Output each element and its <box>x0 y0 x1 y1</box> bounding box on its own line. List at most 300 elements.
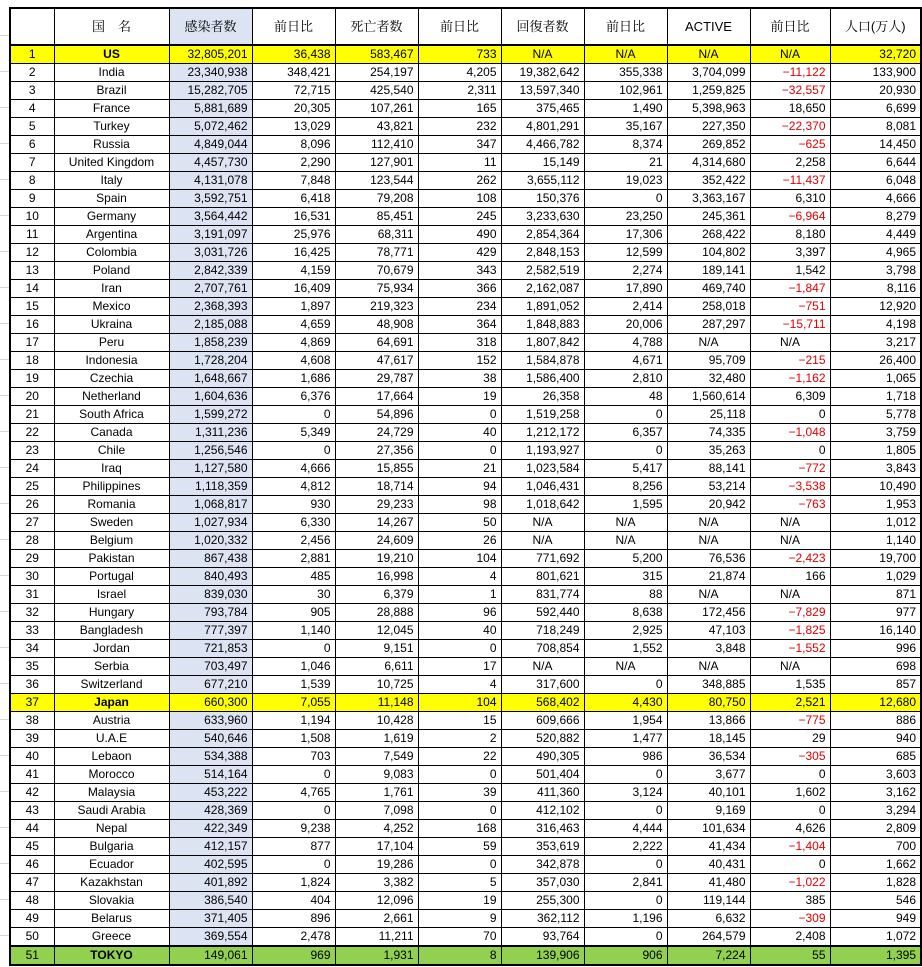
active-cell[interactable]: 40,101 <box>667 784 750 802</box>
infected-diff-cell[interactable]: 4,869 <box>252 334 335 352</box>
deaths-cell[interactable]: 9,151 <box>335 640 418 658</box>
recovered-diff-cell[interactable]: 2,810 <box>584 370 667 388</box>
active-diff-cell[interactable]: 0 <box>750 766 830 784</box>
deaths-diff-cell[interactable]: 232 <box>418 118 501 136</box>
infected-cell[interactable]: 15,282,705 <box>169 82 252 100</box>
population-cell[interactable]: 1,953 <box>830 496 921 514</box>
deaths-diff-cell[interactable]: 26 <box>418 532 501 550</box>
active-cell[interactable]: 258,018 <box>667 298 750 316</box>
population-cell[interactable]: 19,700 <box>830 550 921 568</box>
deaths-diff-cell[interactable]: 9 <box>418 910 501 928</box>
deaths-diff-cell[interactable]: 0 <box>418 766 501 784</box>
recovered-cell[interactable]: 150,376 <box>501 190 584 208</box>
country-cell[interactable]: Greece <box>54 928 169 947</box>
recovered-cell[interactable]: 1,193,927 <box>501 442 584 460</box>
recovered-diff-cell[interactable]: N/A <box>584 45 667 64</box>
active-cell[interactable]: 101,634 <box>667 820 750 838</box>
recovered-cell[interactable]: 316,463 <box>501 820 584 838</box>
active-cell[interactable]: 1,560,614 <box>667 388 750 406</box>
active-diff-cell[interactable]: 2,521 <box>750 694 830 712</box>
deaths-cell[interactable]: 28,888 <box>335 604 418 622</box>
recovered-diff-cell[interactable]: 0 <box>584 676 667 694</box>
recovered-diff-cell[interactable]: 2,222 <box>584 838 667 856</box>
deaths-diff-cell[interactable]: 245 <box>418 208 501 226</box>
rank-cell[interactable]: 45 <box>10 838 54 856</box>
population-cell[interactable]: 3,162 <box>830 784 921 802</box>
rank-cell[interactable]: 29 <box>10 550 54 568</box>
recovered-diff-cell[interactable]: 0 <box>584 892 667 910</box>
deaths-cell[interactable]: 11,211 <box>335 928 418 947</box>
country-cell[interactable]: Lebaon <box>54 748 169 766</box>
country-cell[interactable]: Germany <box>54 208 169 226</box>
rank-cell[interactable]: 7 <box>10 154 54 172</box>
infected-cell[interactable]: 402,595 <box>169 856 252 874</box>
active-diff-cell[interactable]: −1,404 <box>750 838 830 856</box>
deaths-cell[interactable]: 9,083 <box>335 766 418 784</box>
population-cell[interactable]: 1,828 <box>830 874 921 892</box>
country-cell[interactable]: Czechia <box>54 370 169 388</box>
active-diff-cell[interactable]: −7,829 <box>750 604 830 622</box>
recovered-diff-cell[interactable]: 21 <box>584 154 667 172</box>
infected-diff-cell[interactable]: 25,976 <box>252 226 335 244</box>
recovered-diff-cell[interactable]: N/A <box>584 514 667 532</box>
population-cell[interactable]: 6,048 <box>830 172 921 190</box>
population-cell[interactable]: 3,294 <box>830 802 921 820</box>
deaths-diff-cell[interactable]: 5 <box>418 874 501 892</box>
infected-diff-cell[interactable]: 16,531 <box>252 208 335 226</box>
rank-cell[interactable]: 2 <box>10 64 54 82</box>
population-cell[interactable]: 1,140 <box>830 532 921 550</box>
infected-cell[interactable]: 428,369 <box>169 802 252 820</box>
deaths-diff-cell[interactable]: 40 <box>418 424 501 442</box>
deaths-diff-cell[interactable]: 0 <box>418 442 501 460</box>
recovered-cell[interactable]: 15,149 <box>501 154 584 172</box>
infected-diff-cell[interactable]: 30 <box>252 586 335 604</box>
recovered-cell[interactable]: 2,848,153 <box>501 244 584 262</box>
infected-diff-cell[interactable]: 9,238 <box>252 820 335 838</box>
active-cell[interactable]: 13,866 <box>667 712 750 730</box>
rank-cell[interactable]: 3 <box>10 82 54 100</box>
active-cell[interactable]: 268,422 <box>667 226 750 244</box>
infected-diff-cell[interactable]: 896 <box>252 910 335 928</box>
deaths-cell[interactable]: 11,148 <box>335 694 418 712</box>
country-cell[interactable]: Hungary <box>54 604 169 622</box>
active-cell[interactable]: 40,431 <box>667 856 750 874</box>
active-diff-cell[interactable]: 1,542 <box>750 262 830 280</box>
active-cell[interactable]: 7,224 <box>667 946 750 965</box>
deaths-diff-cell[interactable]: 17 <box>418 658 501 676</box>
infected-diff-cell[interactable]: 0 <box>252 802 335 820</box>
deaths-diff-cell[interactable]: 0 <box>418 802 501 820</box>
recovered-cell[interactable]: N/A <box>501 532 584 550</box>
population-cell[interactable]: 4,198 <box>830 316 921 334</box>
rank-cell[interactable]: 18 <box>10 352 54 370</box>
recovered-diff-cell[interactable]: 35,167 <box>584 118 667 136</box>
recovered-cell[interactable]: 801,621 <box>501 568 584 586</box>
deaths-cell[interactable]: 70,679 <box>335 262 418 280</box>
deaths-cell[interactable]: 12,045 <box>335 622 418 640</box>
deaths-cell[interactable]: 19,210 <box>335 550 418 568</box>
recovered-cell[interactable]: 317,600 <box>501 676 584 694</box>
active-cell[interactable]: 5,398,963 <box>667 100 750 118</box>
rank-cell[interactable]: 38 <box>10 712 54 730</box>
active-cell[interactable]: 189,141 <box>667 262 750 280</box>
country-cell[interactable]: Turkey <box>54 118 169 136</box>
deaths-diff-cell[interactable]: 39 <box>418 784 501 802</box>
deaths-cell[interactable]: 6,611 <box>335 658 418 676</box>
rank-cell[interactable]: 37 <box>10 694 54 712</box>
recovered-cell[interactable]: 568,402 <box>501 694 584 712</box>
rank-cell[interactable]: 25 <box>10 478 54 496</box>
deaths-diff-cell[interactable]: 318 <box>418 334 501 352</box>
recovered-diff-cell[interactable]: 355,338 <box>584 64 667 82</box>
recovered-cell[interactable]: 13,597,340 <box>501 82 584 100</box>
infected-diff-cell[interactable]: 0 <box>252 406 335 424</box>
recovered-cell[interactable]: 4,801,291 <box>501 118 584 136</box>
deaths-cell[interactable]: 14,267 <box>335 514 418 532</box>
deaths-cell[interactable]: 75,934 <box>335 280 418 298</box>
country-cell[interactable]: Iraq <box>54 460 169 478</box>
infected-diff-cell[interactable]: 1,046 <box>252 658 335 676</box>
recovered-cell[interactable]: N/A <box>501 514 584 532</box>
infected-cell[interactable]: 633,960 <box>169 712 252 730</box>
recovered-cell[interactable]: 501,404 <box>501 766 584 784</box>
active-diff-cell[interactable]: 2,258 <box>750 154 830 172</box>
country-cell[interactable]: Netherland <box>54 388 169 406</box>
infected-cell[interactable]: 149,061 <box>169 946 252 965</box>
deaths-cell[interactable]: 19,286 <box>335 856 418 874</box>
header-infected[interactable]: 感染者数 <box>169 8 252 45</box>
recovered-diff-cell[interactable]: 5,200 <box>584 550 667 568</box>
active-cell[interactable]: 245,361 <box>667 208 750 226</box>
active-diff-cell[interactable]: −1,048 <box>750 424 830 442</box>
recovered-cell[interactable]: 139,906 <box>501 946 584 965</box>
deaths-diff-cell[interactable]: 4,205 <box>418 64 501 82</box>
recovered-diff-cell[interactable]: 8,374 <box>584 136 667 154</box>
infected-diff-cell[interactable]: 6,376 <box>252 388 335 406</box>
active-diff-cell[interactable]: −3,538 <box>750 478 830 496</box>
header-deaths-diff[interactable]: 前日比 <box>418 8 501 45</box>
deaths-diff-cell[interactable]: 11 <box>418 154 501 172</box>
infected-diff-cell[interactable]: 6,330 <box>252 514 335 532</box>
country-cell[interactable]: Serbia <box>54 658 169 676</box>
population-cell[interactable]: 32,720 <box>830 45 921 64</box>
population-cell[interactable]: 698 <box>830 658 921 676</box>
country-cell[interactable]: Malaysia <box>54 784 169 802</box>
active-cell[interactable]: 41,434 <box>667 838 750 856</box>
population-cell[interactable]: 1,662 <box>830 856 921 874</box>
active-diff-cell[interactable]: N/A <box>750 334 830 352</box>
population-cell[interactable]: 10,490 <box>830 478 921 496</box>
population-cell[interactable]: 871 <box>830 586 921 604</box>
active-diff-cell[interactable]: −1,825 <box>750 622 830 640</box>
active-diff-cell[interactable]: −11,437 <box>750 172 830 190</box>
population-cell[interactable]: 8,116 <box>830 280 921 298</box>
active-cell[interactable]: 1,259,825 <box>667 82 750 100</box>
rank-cell[interactable]: 39 <box>10 730 54 748</box>
deaths-diff-cell[interactable]: 19 <box>418 892 501 910</box>
active-diff-cell[interactable]: 18,650 <box>750 100 830 118</box>
rank-cell[interactable]: 8 <box>10 172 54 190</box>
active-diff-cell[interactable]: −763 <box>750 496 830 514</box>
rank-cell[interactable]: 26 <box>10 496 54 514</box>
recovered-diff-cell[interactable]: 4,671 <box>584 352 667 370</box>
population-cell[interactable]: 4,449 <box>830 226 921 244</box>
active-cell[interactable]: 6,632 <box>667 910 750 928</box>
country-cell[interactable]: Iran <box>54 280 169 298</box>
recovered-cell[interactable]: 1,584,878 <box>501 352 584 370</box>
active-diff-cell[interactable]: −1,847 <box>750 280 830 298</box>
rank-cell[interactable]: 44 <box>10 820 54 838</box>
deaths-cell[interactable]: 85,451 <box>335 208 418 226</box>
recovered-diff-cell[interactable]: 0 <box>584 856 667 874</box>
active-diff-cell[interactable]: −775 <box>750 712 830 730</box>
active-diff-cell[interactable]: 6,310 <box>750 190 830 208</box>
population-cell[interactable]: 12,920 <box>830 298 921 316</box>
rank-cell[interactable]: 40 <box>10 748 54 766</box>
infected-diff-cell[interactable]: 2,290 <box>252 154 335 172</box>
infected-diff-cell[interactable]: 16,409 <box>252 280 335 298</box>
active-cell[interactable]: N/A <box>667 658 750 676</box>
population-cell[interactable]: 685 <box>830 748 921 766</box>
active-diff-cell[interactable]: N/A <box>750 514 830 532</box>
header-active[interactable]: ACTIVE <box>667 8 750 45</box>
population-cell[interactable]: 133,900 <box>830 64 921 82</box>
header-infected-diff[interactable]: 前日比 <box>252 8 335 45</box>
active-cell[interactable]: 3,704,099 <box>667 64 750 82</box>
population-cell[interactable]: 1,805 <box>830 442 921 460</box>
recovered-cell[interactable]: N/A <box>501 45 584 64</box>
recovered-cell[interactable]: 3,233,630 <box>501 208 584 226</box>
deaths-cell[interactable]: 48,908 <box>335 316 418 334</box>
country-cell[interactable]: Brazil <box>54 82 169 100</box>
infected-diff-cell[interactable]: 8,096 <box>252 136 335 154</box>
infected-diff-cell[interactable]: 4,765 <box>252 784 335 802</box>
recovered-diff-cell[interactable]: 315 <box>584 568 667 586</box>
recovered-diff-cell[interactable]: 1,196 <box>584 910 667 928</box>
deaths-cell[interactable]: 15,855 <box>335 460 418 478</box>
recovered-cell[interactable]: 490,305 <box>501 748 584 766</box>
deaths-cell[interactable]: 254,197 <box>335 64 418 82</box>
recovered-diff-cell[interactable]: 23,250 <box>584 208 667 226</box>
infected-cell[interactable]: 4,131,078 <box>169 172 252 190</box>
rank-cell[interactable]: 21 <box>10 406 54 424</box>
deaths-cell[interactable]: 425,540 <box>335 82 418 100</box>
header-recovered[interactable]: 回復者数 <box>501 8 584 45</box>
infected-cell[interactable]: 1,728,204 <box>169 352 252 370</box>
infected-diff-cell[interactable]: 1,194 <box>252 712 335 730</box>
active-cell[interactable]: 35,263 <box>667 442 750 460</box>
infected-cell[interactable]: 386,540 <box>169 892 252 910</box>
active-diff-cell[interactable]: −309 <box>750 910 830 928</box>
infected-cell[interactable]: 514,164 <box>169 766 252 784</box>
population-cell[interactable]: 26,400 <box>830 352 921 370</box>
country-cell[interactable]: Bulgaria <box>54 838 169 856</box>
population-cell[interactable]: 2,809 <box>830 820 921 838</box>
active-diff-cell[interactable]: 0 <box>750 406 830 424</box>
recovered-diff-cell[interactable]: 102,961 <box>584 82 667 100</box>
recovered-diff-cell[interactable]: 1,595 <box>584 496 667 514</box>
deaths-diff-cell[interactable]: 0 <box>418 406 501 424</box>
infected-cell[interactable]: 2,185,088 <box>169 316 252 334</box>
active-cell[interactable]: 47,103 <box>667 622 750 640</box>
active-cell[interactable]: 352,422 <box>667 172 750 190</box>
infected-diff-cell[interactable]: 969 <box>252 946 335 965</box>
deaths-cell[interactable]: 43,821 <box>335 118 418 136</box>
population-cell[interactable]: 1,395 <box>830 946 921 965</box>
country-cell[interactable]: Canada <box>54 424 169 442</box>
population-cell[interactable]: 3,759 <box>830 424 921 442</box>
deaths-cell[interactable]: 1,931 <box>335 946 418 965</box>
population-cell[interactable]: 3,217 <box>830 334 921 352</box>
infected-cell[interactable]: 2,368,393 <box>169 298 252 316</box>
active-cell[interactable]: 95,709 <box>667 352 750 370</box>
recovered-cell[interactable]: 1,519,258 <box>501 406 584 424</box>
deaths-diff-cell[interactable]: 4 <box>418 568 501 586</box>
deaths-diff-cell[interactable]: 108 <box>418 190 501 208</box>
country-cell[interactable]: Colombia <box>54 244 169 262</box>
active-diff-cell[interactable]: −1,552 <box>750 640 830 658</box>
recovered-diff-cell[interactable]: 3,124 <box>584 784 667 802</box>
recovered-cell[interactable]: 362,112 <box>501 910 584 928</box>
population-cell[interactable]: 3,798 <box>830 262 921 280</box>
deaths-diff-cell[interactable]: 364 <box>418 316 501 334</box>
recovered-diff-cell[interactable]: 20,006 <box>584 316 667 334</box>
infected-cell[interactable]: 1,068,817 <box>169 496 252 514</box>
country-cell[interactable]: United Kingdom <box>54 154 169 172</box>
country-cell[interactable]: Israel <box>54 586 169 604</box>
deaths-cell[interactable]: 27,356 <box>335 442 418 460</box>
active-cell[interactable]: N/A <box>667 514 750 532</box>
deaths-cell[interactable]: 17,104 <box>335 838 418 856</box>
deaths-diff-cell[interactable]: 4 <box>418 676 501 694</box>
infected-cell[interactable]: 793,784 <box>169 604 252 622</box>
active-cell[interactable]: N/A <box>667 45 750 64</box>
infected-diff-cell[interactable]: 404 <box>252 892 335 910</box>
rank-cell[interactable]: 47 <box>10 874 54 892</box>
deaths-cell[interactable]: 1,761 <box>335 784 418 802</box>
population-cell[interactable]: 6,644 <box>830 154 921 172</box>
country-cell[interactable]: Sweden <box>54 514 169 532</box>
active-cell[interactable]: 9,169 <box>667 802 750 820</box>
recovered-diff-cell[interactable]: 1,552 <box>584 640 667 658</box>
rank-cell[interactable]: 50 <box>10 928 54 947</box>
infected-cell[interactable]: 3,592,751 <box>169 190 252 208</box>
population-cell[interactable]: 1,718 <box>830 388 921 406</box>
deaths-cell[interactable]: 10,428 <box>335 712 418 730</box>
infected-diff-cell[interactable]: 0 <box>252 640 335 658</box>
active-diff-cell[interactable]: −305 <box>750 748 830 766</box>
recovered-cell[interactable]: 1,018,642 <box>501 496 584 514</box>
rank-cell[interactable]: 6 <box>10 136 54 154</box>
active-diff-cell[interactable]: −625 <box>750 136 830 154</box>
infected-cell[interactable]: 3,031,726 <box>169 244 252 262</box>
country-cell[interactable]: Kazakhstan <box>54 874 169 892</box>
deaths-diff-cell[interactable]: 104 <box>418 694 501 712</box>
infected-cell[interactable]: 867,438 <box>169 550 252 568</box>
deaths-diff-cell[interactable]: 165 <box>418 100 501 118</box>
deaths-diff-cell[interactable]: 19 <box>418 388 501 406</box>
population-cell[interactable]: 1,012 <box>830 514 921 532</box>
deaths-diff-cell[interactable]: 343 <box>418 262 501 280</box>
recovered-diff-cell[interactable]: 4,430 <box>584 694 667 712</box>
country-cell[interactable]: US <box>54 45 169 64</box>
population-cell[interactable]: 3,843 <box>830 460 921 478</box>
recovered-cell[interactable]: 609,666 <box>501 712 584 730</box>
recovered-cell[interactable]: 93,764 <box>501 928 584 947</box>
infected-diff-cell[interactable]: 4,659 <box>252 316 335 334</box>
country-cell[interactable]: Mexico <box>54 298 169 316</box>
rank-cell[interactable]: 10 <box>10 208 54 226</box>
active-cell[interactable]: 53,214 <box>667 478 750 496</box>
population-cell[interactable]: 1,072 <box>830 928 921 947</box>
infected-cell[interactable]: 371,405 <box>169 910 252 928</box>
deaths-cell[interactable]: 7,549 <box>335 748 418 766</box>
recovered-diff-cell[interactable]: N/A <box>584 658 667 676</box>
recovered-diff-cell[interactable]: 986 <box>584 748 667 766</box>
recovered-cell[interactable]: 353,619 <box>501 838 584 856</box>
infected-diff-cell[interactable]: 877 <box>252 838 335 856</box>
recovered-diff-cell[interactable]: 1,477 <box>584 730 667 748</box>
population-cell[interactable]: 5,778 <box>830 406 921 424</box>
recovered-diff-cell[interactable]: N/A <box>584 532 667 550</box>
recovered-cell[interactable]: 1,807,842 <box>501 334 584 352</box>
infected-diff-cell[interactable]: 1,140 <box>252 622 335 640</box>
country-cell[interactable]: Morocco <box>54 766 169 784</box>
recovered-cell[interactable]: 342,878 <box>501 856 584 874</box>
infected-cell[interactable]: 677,210 <box>169 676 252 694</box>
recovered-cell[interactable]: 520,882 <box>501 730 584 748</box>
active-cell[interactable]: 104,802 <box>667 244 750 262</box>
deaths-cell[interactable]: 17,664 <box>335 388 418 406</box>
rank-cell[interactable]: 42 <box>10 784 54 802</box>
infected-diff-cell[interactable]: 1,539 <box>252 676 335 694</box>
active-diff-cell[interactable]: 0 <box>750 856 830 874</box>
infected-diff-cell[interactable]: 1,824 <box>252 874 335 892</box>
deaths-diff-cell[interactable]: 59 <box>418 838 501 856</box>
recovered-diff-cell[interactable]: 4,444 <box>584 820 667 838</box>
active-diff-cell[interactable]: 1,535 <box>750 676 830 694</box>
active-diff-cell[interactable]: 0 <box>750 442 830 460</box>
deaths-diff-cell[interactable]: 2 <box>418 730 501 748</box>
country-cell[interactable]: Belarus <box>54 910 169 928</box>
country-cell[interactable]: France <box>54 100 169 118</box>
recovered-diff-cell[interactable]: 0 <box>584 442 667 460</box>
active-cell[interactable]: 287,297 <box>667 316 750 334</box>
recovered-cell[interactable]: 4,466,782 <box>501 136 584 154</box>
active-diff-cell[interactable]: −11,122 <box>750 64 830 82</box>
active-diff-cell[interactable]: 385 <box>750 892 830 910</box>
infected-cell[interactable]: 1,311,236 <box>169 424 252 442</box>
recovered-cell[interactable]: 26,358 <box>501 388 584 406</box>
deaths-diff-cell[interactable]: 429 <box>418 244 501 262</box>
recovered-cell[interactable]: 19,382,642 <box>501 64 584 82</box>
population-cell[interactable]: 20,930 <box>830 82 921 100</box>
rank-cell[interactable]: 36 <box>10 676 54 694</box>
active-cell[interactable]: 21,874 <box>667 568 750 586</box>
rank-cell[interactable]: 1 <box>10 45 54 64</box>
active-diff-cell[interactable]: N/A <box>750 532 830 550</box>
infected-cell[interactable]: 721,853 <box>169 640 252 658</box>
rank-cell[interactable]: 33 <box>10 622 54 640</box>
population-cell[interactable]: 546 <box>830 892 921 910</box>
header-active-diff[interactable]: 前日比 <box>750 8 830 45</box>
recovered-cell[interactable]: 1,586,400 <box>501 370 584 388</box>
deaths-diff-cell[interactable]: 96 <box>418 604 501 622</box>
infected-cell[interactable]: 1,256,546 <box>169 442 252 460</box>
deaths-cell[interactable]: 79,208 <box>335 190 418 208</box>
rank-cell[interactable]: 12 <box>10 244 54 262</box>
